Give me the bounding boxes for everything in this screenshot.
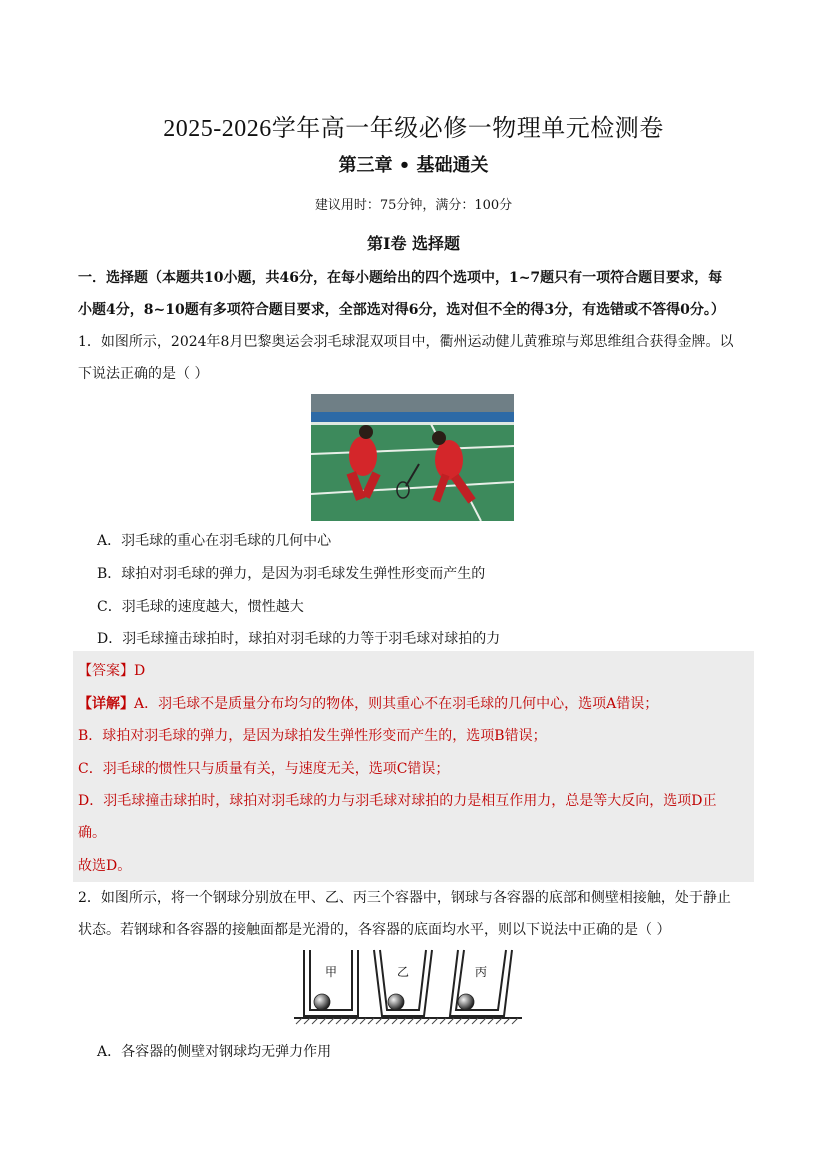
chapter-subtitle: 第三章 • 基础通关 [338, 155, 489, 176]
container-label-yi: 乙 [396, 965, 410, 979]
q2-option-a: A．各容器的侧壁对钢球均无弹力作用 [97, 1044, 332, 1060]
detail-text-1: A．羽毛球不是质量分布均匀的物体，则其重心不在羽毛球的几何中心，选项A错误； [134, 696, 659, 712]
answer-line: 【答案】D [78, 663, 146, 679]
q1-option-d: D．羽毛球撞击球拍时，球拍对羽毛球的力等于羽毛球对球拍的力 [97, 631, 501, 647]
detail-line-6: 故选D。 [78, 858, 132, 874]
q1-option-c: C．羽毛球的速度越大，惯性越大 [97, 599, 304, 615]
exam-title: 2025-2026学年高一年级必修一物理单元检测卷 [163, 116, 664, 142]
volume-heading: 第Ⅰ卷 选择题 [366, 234, 461, 253]
detail-label: 【详解】 [78, 696, 134, 712]
detail-line-4: D．羽毛球撞击球拍时，球拍对羽毛球的力与羽毛球对球拍的力是相互作用力，总是等大反向，选项D正 [78, 793, 717, 809]
section-instructions-line2: 小题4分，8~10题有多项符合题目要求，全部选对得6分，选对但不全的得3分，有选错或不答得0分。） [78, 302, 725, 318]
question-2-line2: 状态。若钢球和各容器的接触面都是光滑的，各容器的底面均水平，则以下说法中正确的是（ ） [78, 922, 671, 938]
container-label-jia: 甲 [324, 965, 338, 979]
q1-option-a: A．羽毛球的重心在羽毛球的几何中心 [97, 533, 332, 549]
time-info: 建议用时：75分钟，满分：100分 [314, 198, 513, 213]
question-1-line2: 下说法正确的是（ ） [78, 366, 209, 382]
badminton-photo [311, 394, 514, 521]
question-1-line1: 1．如图所示，2024年8月巴黎奥运会羽毛球混双项目中，衢州运动健儿黄雅琼与郑思维组合获得金牌。以 [78, 334, 734, 350]
detail-line-1 [78, 693, 658, 713]
q1-option-b: B．球拍对羽毛球的弹力，是因为羽毛球发生弹性形变而产生的 [97, 566, 486, 582]
detail-line-5: 确。 [78, 825, 106, 841]
section-instructions-line1: 一．选择题（本题共10小题，共46分，在每小题给出的四个选项中，1~7题只有一项符合题目要求，每 [78, 270, 723, 286]
detail-line-2: B．球拍对羽毛球的弹力，是因为球拍发生弹性形变而产生的，选项B错误； [78, 728, 547, 744]
question-2-line1: 2．如图所示，将一个钢球分别放在甲、乙、丙三个容器中，钢球与各容器的底部和侧壁相接触，处于静止 [78, 890, 731, 906]
detail-line-3: C．羽毛球的惯性只与质量有关，与速度无关，选项C错误； [78, 761, 450, 777]
container-label-bing: 丙 [474, 965, 488, 979]
containers-figure [290, 946, 526, 1026]
